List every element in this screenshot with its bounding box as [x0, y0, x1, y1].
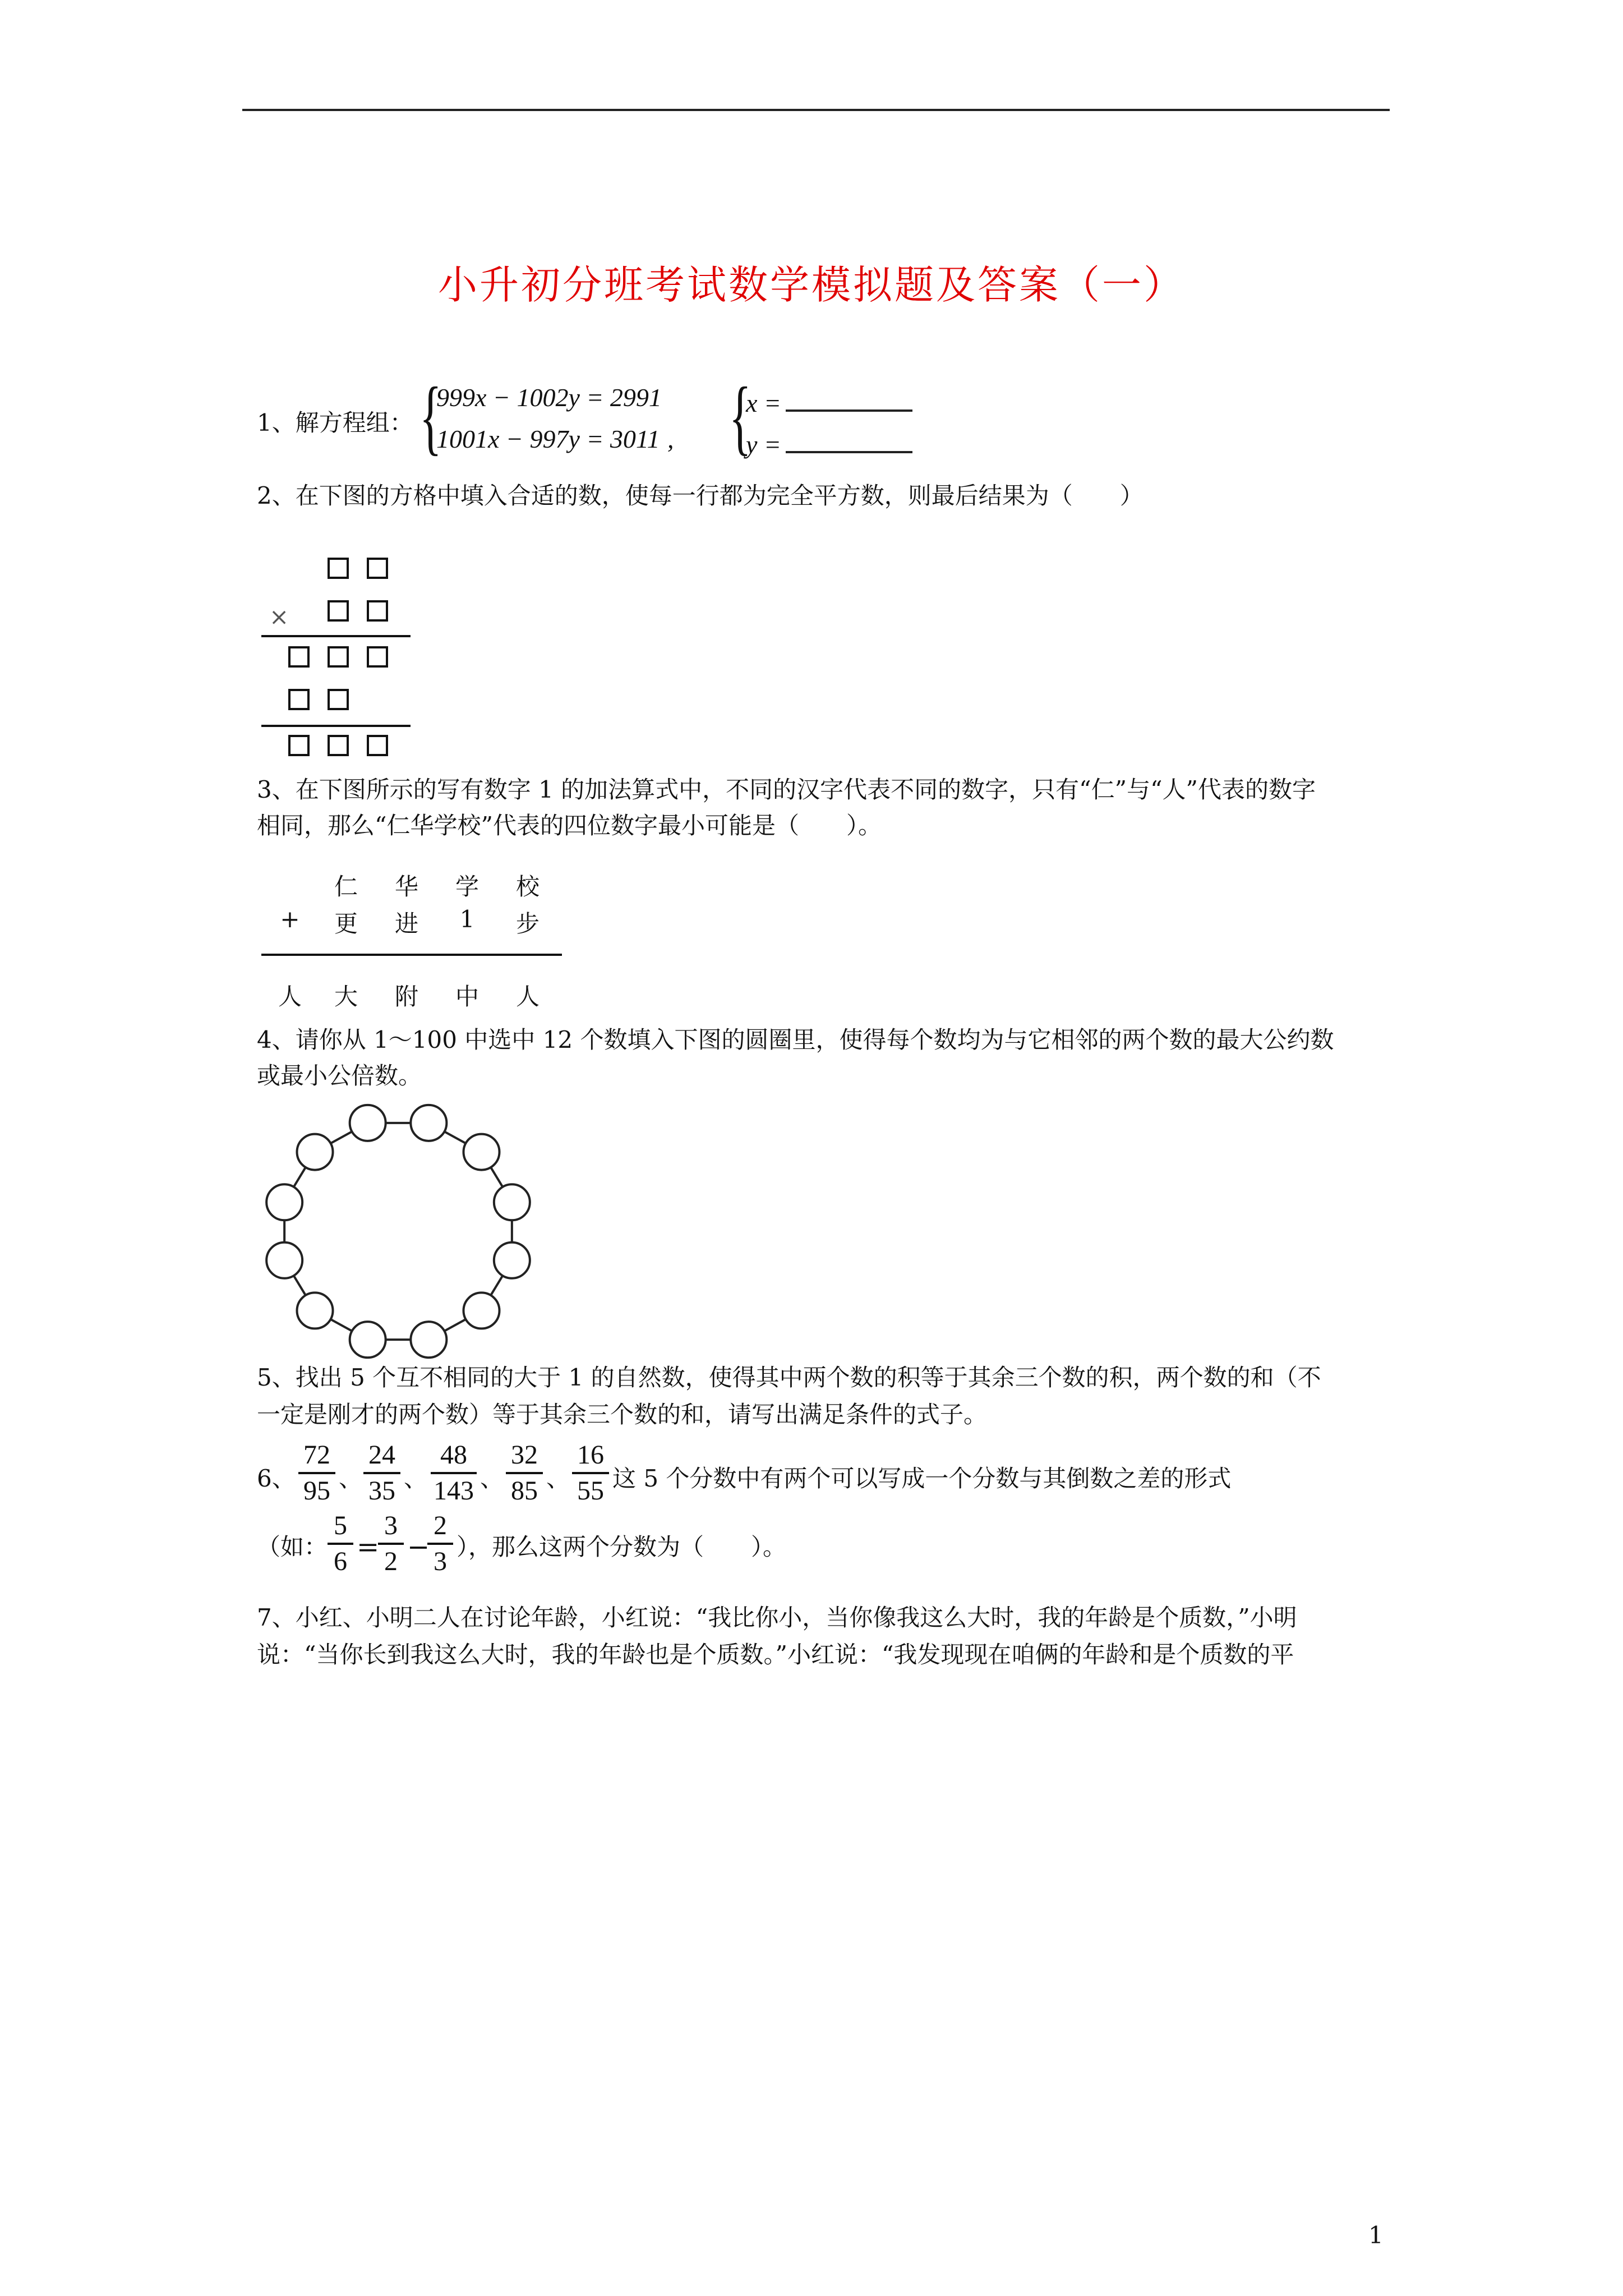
q6-fraction: 72 95: [296, 1438, 338, 1508]
grid-box: [288, 735, 310, 756]
q1-answer-x: x =: [746, 386, 912, 418]
grid-box: [328, 689, 349, 710]
ring-connector: [491, 1276, 502, 1295]
grid-box: [367, 600, 388, 622]
ring-circle: [463, 1292, 499, 1328]
q4-text-line-2: 或最小公倍数。: [257, 1062, 422, 1089]
example-fraction: 3 2: [376, 1509, 406, 1579]
grid-box: [288, 689, 310, 710]
q3-row3-cell: 大: [334, 983, 358, 1010]
q3-row2-cell: 步: [515, 910, 540, 937]
q6-label: 6、: [257, 1465, 296, 1492]
sum-rule: [261, 954, 562, 956]
fraction-separator: 、: [339, 1465, 363, 1492]
q6-fraction: 16 55: [570, 1438, 611, 1508]
grid-box: [288, 646, 310, 668]
q3-row3-cell: 中: [455, 983, 479, 1010]
grid-box: [328, 735, 349, 756]
q7-text-line-2: 说：“当你长到我这么大时，我的年龄也是个质数。”小红说：“我发现现在咱俩的年龄和是个质数的平: [257, 1641, 1294, 1668]
q3-row2-cell: 1: [459, 905, 475, 933]
grid-box: [328, 600, 349, 622]
ring-connector: [331, 1131, 352, 1143]
q3-row1-cell: 学: [455, 873, 479, 900]
ring-circle: [297, 1292, 333, 1328]
minus-sign: −: [407, 1531, 430, 1563]
q4-text-line-1: 4、请你从 1～100 中选中 12 个数填入下图的圆圈里，使得每个数均为与它相邻的两个数的最大公约数: [257, 1026, 1334, 1053]
ring-connector: [444, 1131, 465, 1143]
page-title: 小升初分班考试数学模拟题及答案（一）: [438, 262, 1185, 308]
q1-answer-brace: {: [729, 370, 751, 463]
ring-circle: [411, 1322, 446, 1358]
q5-text-line-2: 一定是刚才的两个数）等于其余三个数的和，请写出满足条件的式子。: [257, 1401, 988, 1428]
ring-circle: [463, 1134, 499, 1170]
ring-connector: [331, 1319, 352, 1331]
ring-connector: [294, 1167, 306, 1187]
q3-row3-cell: 附: [394, 983, 418, 1010]
q3-row2-cell: 更: [334, 910, 358, 937]
ring-circle: [494, 1243, 530, 1278]
ring-circle: [494, 1184, 530, 1220]
q6-fraction: 48 143: [428, 1438, 479, 1508]
grid-box: [367, 735, 388, 756]
ring-circle: [350, 1322, 386, 1358]
q6-fraction: 24 35: [361, 1438, 403, 1508]
q3-row2-cell: 进: [394, 910, 418, 937]
q5-text-line-1: 5、找出 5 个互不相同的大于 1 的自然数，使得其中两个数的积等于其余三个数的积，两个数的和（不: [257, 1364, 1321, 1391]
q6-text: 这 5 个分数中有两个可以写成一个分数与其倒数之差的形式: [612, 1465, 1232, 1492]
grid-box: [367, 558, 388, 579]
q3-row1-cell: 仁: [334, 873, 358, 900]
grid-box: [328, 646, 349, 668]
ring-circle: [297, 1134, 333, 1170]
fraction-separator: 、: [404, 1465, 428, 1492]
q3-row1-cell: 华: [394, 873, 418, 900]
q6-example-prefix: （如：: [257, 1533, 328, 1561]
q1-equation-2: 1001x − 997y = 3011: [436, 425, 660, 453]
page-number: 1: [1368, 2221, 1384, 2249]
ring-connector: [294, 1276, 306, 1295]
header-rule: [242, 109, 1390, 111]
grid-box: [367, 646, 388, 668]
q1-left-brace: {: [419, 370, 442, 463]
q3-text-line-2: 相同，那么“仁华学校”代表的四位数字最小可能是（ ）。: [257, 812, 882, 839]
grid-rule: [261, 725, 411, 727]
example-fraction: 2 3: [425, 1509, 455, 1579]
q3-row3-cell: 人: [278, 983, 302, 1010]
q6-example-suffix: ），那么这两个分数为（ ）。: [457, 1533, 787, 1561]
circle-ring-diagram: [258, 1099, 538, 1363]
ring-circle: [350, 1105, 386, 1141]
q1-label: 1、解方程组：: [257, 409, 413, 436]
ring-connector: [491, 1167, 502, 1187]
fraction-separator: 、: [480, 1465, 504, 1492]
ring-circle: [266, 1243, 302, 1278]
q1-equation-1: 999x − 1002y = 2991: [436, 383, 662, 412]
ring-circle: [266, 1184, 302, 1220]
q2-text: 2、在下图的方格中填入合适的数，使每一行都为完全平方数，则最后结果为（ ）: [257, 482, 1144, 509]
fraction-separator: 、: [546, 1465, 570, 1492]
equals-sign: =: [357, 1531, 380, 1563]
q1-answer-y: y =: [746, 427, 912, 459]
plus-sign: +: [280, 905, 300, 933]
grid-box: [328, 558, 349, 579]
q3-row1-cell: 校: [515, 873, 540, 900]
q3-row3-cell: 人: [515, 983, 540, 1010]
q3-text-line-1: 3、在下图所示的写有数字 1 的加法算式中，不同的汉字代表不同的数字，只有“仁”与“人”代表的数字: [257, 776, 1316, 803]
grid-rule: [261, 635, 411, 637]
q6-fraction: 32 85: [504, 1438, 545, 1508]
q1-comma: ,: [667, 425, 674, 453]
example-fraction: 5 6: [325, 1509, 356, 1579]
q7-text-line-1: 7、小红、小明二人在讨论年龄，小红说：“我比你小，当你像我这么大时，我的年龄是个质数，”小明: [257, 1604, 1297, 1631]
ring-circle: [411, 1105, 446, 1141]
times-sign: ×: [269, 603, 289, 631]
ring-connector: [444, 1319, 465, 1331]
